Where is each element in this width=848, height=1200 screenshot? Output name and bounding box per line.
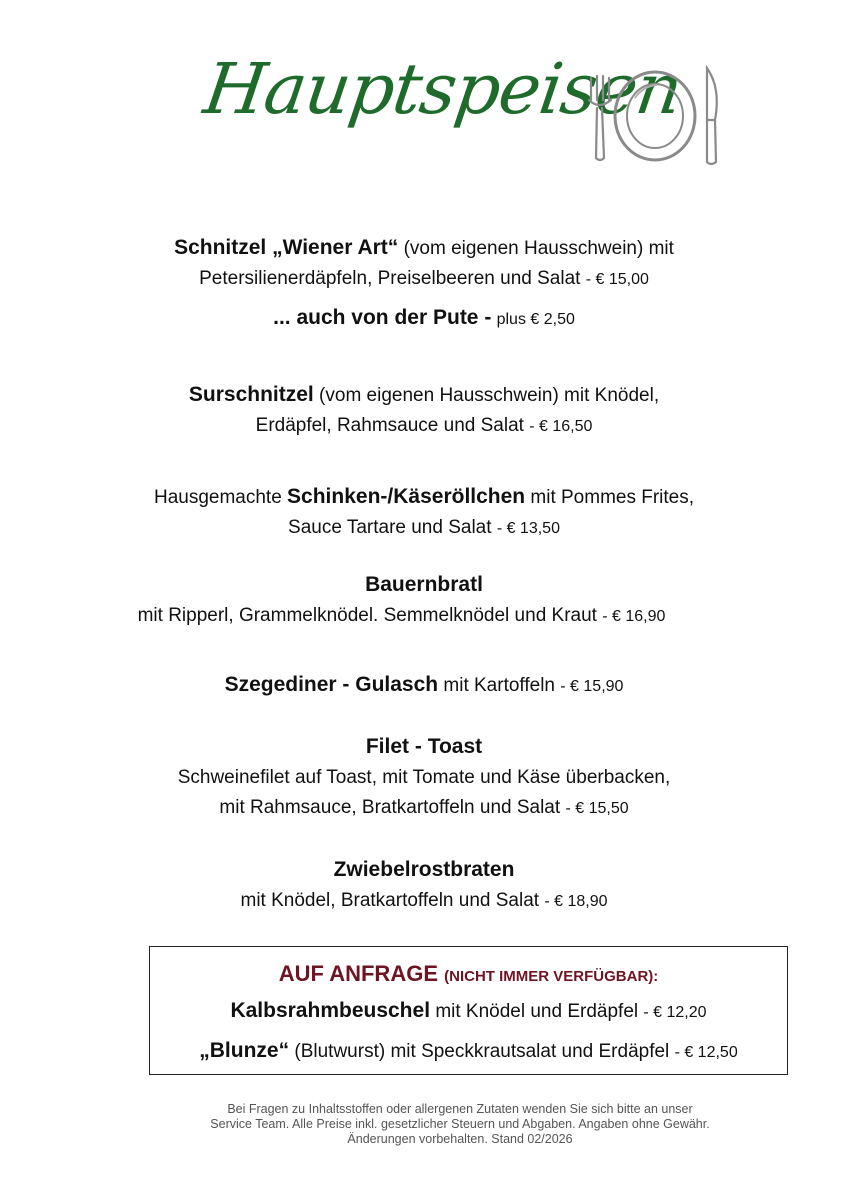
dish-price: - € 15,50 [565,800,629,817]
dish-description: mit Ripperl, Grammelknödel. Semmelknödel und Kraut [137,605,597,626]
dish-price: - € 16,90 [602,608,666,625]
dish-name: Surschnitzel [188,383,314,406]
dish-price: - € 12,20 [643,1004,707,1021]
on-request-heading: AUF ANFRAGE [278,961,438,986]
dish-zwiebelrostbraten [0,855,848,917]
footer-line: Service Team. Alle Preise inkl. gesetzlicher Steuern und Abgaben. Angaben ohne Gewähr. [210,1117,710,1131]
plate-cutlery-icon [583,58,728,173]
dish-price: - € 15,90 [560,678,624,695]
footer-line: Änderungen vorbehalten. Stand 02/2026 [347,1132,573,1146]
dish-prefix: Hausgemachte [153,487,282,508]
dish-description: mit Rahmsauce, Bratkartoffeln und Salat [219,797,561,818]
dish-description: mit Knödel, Bratkartoffeln und Salat [240,890,540,911]
on-request-item [150,999,787,1023]
on-request-title [150,961,787,987]
on-request-box [149,946,788,1075]
dish-price: - € 16,50 [529,418,593,435]
dish-name: Szegediner - Gulasch [224,673,439,696]
dish-schinken-kaeseroellchen [0,482,848,544]
dish-bauernbratl [0,570,848,632]
footer-line: Bei Fragen zu Inhaltsstoffen oder allergenen Zutaten wenden Sie sich bitte an unser [227,1102,693,1116]
dish-description: mit Kartoffeln [443,675,555,696]
page-header [0,30,848,190]
dish-name: Zwiebelrostbraten [333,858,515,881]
dish-variant-price: plus € 2,50 [496,311,575,328]
dish-description: (Blutwurst) mit Speckkrautsalat und Erdäpfel [294,1041,670,1062]
dish-name: Kalbsrahmbeuschel [230,999,431,1022]
page-title: Hauptspeisen [199,48,687,130]
dish-szegediner-gulasch [0,670,848,702]
dish-description: Sauce Tartare und Salat [288,517,492,538]
on-request-subtitle: (NICHT IMMER VERFÜGBAR): [444,968,659,985]
dish-name: Schnitzel „Wiener Art“ [174,236,399,259]
dish-name: Schinken-/Käseröllchen [287,485,526,508]
dish-price: - € 18,90 [544,893,608,910]
dish-description: mit Knödel und Erdäpfel [435,1001,639,1022]
dish-description: Petersilienerdäpfeln, Preiselbeeren und Salat [199,268,581,289]
dish-description: Schweinefilet auf Toast, mit Tomate und Käse überbacken, [177,767,671,788]
dish-variant-name: ... auch von der Pute - [273,306,492,329]
dish-surschnitzel [0,380,848,442]
dish-description: (vom eigenen Hausschwein) mit Knödel, [319,385,660,406]
dish-schnitzel [0,233,848,335]
footer-note [120,1102,800,1147]
dish-description: Erdäpfel, Rahmsauce und Salat [255,415,524,436]
dish-price: - € 13,50 [496,520,560,537]
dish-description: (vom eigenen Hausschwein) mit [403,238,674,259]
dish-price: - € 12,50 [674,1044,738,1061]
dish-name: „Blunze“ [199,1039,290,1062]
on-request-item [150,1039,787,1063]
dish-name: Filet - Toast [365,735,483,758]
dish-price: - € 15,00 [585,271,649,288]
dish-description: mit Pommes Frites, [530,487,695,508]
dish-name: Bauernbratl [365,573,483,596]
dish-filet-toast [0,732,848,824]
